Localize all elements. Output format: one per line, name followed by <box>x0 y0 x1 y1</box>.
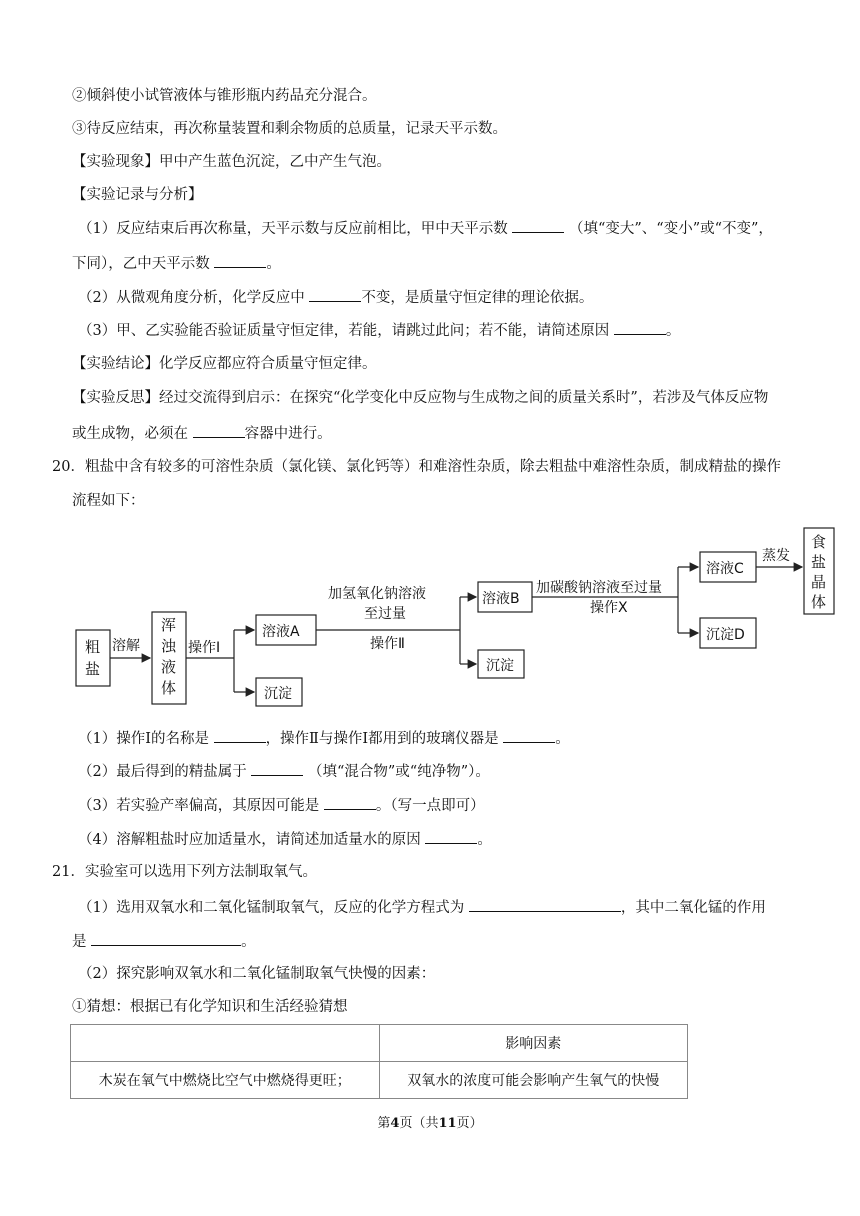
q19-record-title: 【实验记录与分析】 <box>72 187 203 203</box>
q19-part1-cont: 下同），乙中天平示数 。 <box>72 253 281 274</box>
opx-label: 操作X <box>590 600 628 616</box>
q21-part1-cont: 是 。 <box>72 931 256 952</box>
answer-blank[interactable] <box>251 761 303 776</box>
salt-crystal-char: 体 <box>811 593 827 611</box>
q19-reflection: 【实验反思】经过交流得到启示：在探究“化学变化中反应物与生成物之间的质量关系时”，若涉及气体反应物 <box>72 390 769 406</box>
add-naoh-label: 加氢氧化钠溶液 <box>328 586 426 602</box>
answer-blank[interactable] <box>214 253 266 268</box>
turbid-char: 浑 <box>161 616 177 634</box>
turbid-char: 液 <box>161 658 177 676</box>
salt-crystal-char: 晶 <box>811 573 827 591</box>
precipitate-d-label: 沉淀D <box>706 627 745 643</box>
turbid-char: 体 <box>161 679 177 697</box>
answer-blank[interactable] <box>503 728 555 743</box>
op2-label: 操作Ⅱ <box>370 636 405 652</box>
q19-step3: ③待反应结束，再次称量装置和剩余物质的总质量，记录天平示数。 <box>72 121 507 137</box>
answer-blank[interactable] <box>309 287 361 302</box>
q20-intro: 20．粗盐中含有较多的可溶性杂质（氯化镁、氯化钙等）和难溶性杂质，除去粗盐中难溶性杂质，制成精盐的操作 <box>52 459 781 475</box>
crude-salt-char: 盐 <box>85 660 101 678</box>
excess-label: 至过量 <box>364 606 406 622</box>
answer-blank[interactable] <box>214 728 266 743</box>
table-header-cell <box>71 1025 380 1062</box>
solution-c-label: 溶液C <box>706 561 744 577</box>
q21-part2: （2）探究影响双氧水和二氧化锰制取氧气快慢的因素： <box>78 966 436 982</box>
salt-crystal-char: 盐 <box>811 553 827 571</box>
answer-blank[interactable] <box>512 218 564 233</box>
page-total: 11 <box>438 1116 457 1131</box>
table-header-cell: 影响因素 <box>379 1025 688 1062</box>
solution-b-label: 溶液B <box>482 591 520 607</box>
q21-part1: （1）选用双氧水和二氧化锰制取氧气，反应的化学方程式为 ，其中二氧化锰的作用 <box>78 897 766 918</box>
salt-purification-flowchart <box>70 526 840 712</box>
q19-phenomenon: 【实验现象】甲中产生蓝色沉淀，乙中产生气泡。 <box>72 154 391 170</box>
q19-part1: （1）反应结束后再次称量，天平示数与反应前相比，甲中天平示数 （填“变大”、“变小”或“不变”， <box>78 218 773 239</box>
op1-label: 操作I <box>188 640 221 656</box>
dissolve-label: 溶解 <box>112 638 140 654</box>
table-cell: 木炭在氧气中燃烧比空气中燃烧得更旺； <box>71 1062 380 1099</box>
answer-blank[interactable] <box>469 897 621 912</box>
answer-blank[interactable] <box>193 423 245 438</box>
q19-step2: ②倾斜使小试管液体与锥形瓶内药品充分混合。 <box>72 88 377 104</box>
q19-conclusion: 【实验结论】化学反应都应符合质量守恒定律。 <box>72 356 377 372</box>
table-row <box>71 1062 688 1099</box>
table-cell: 双氧水的浓度可能会影响产生氧气的快慢 <box>379 1062 688 1099</box>
evaporate-label: 蒸发 <box>762 548 790 564</box>
answer-blank[interactable] <box>614 320 666 335</box>
salt-crystal-char: 食 <box>811 533 827 551</box>
q20-intro-cont: 流程如下： <box>72 493 145 509</box>
q20-part4: （4）溶解粗盐时应加适量水，请简述加适量水的原因 。 <box>78 829 492 850</box>
q20-part1: （1）操作Ⅰ的名称是 ，操作Ⅱ与操作Ⅰ都用到的玻璃仪器是 。 <box>78 728 570 749</box>
crude-salt-char: 粗 <box>85 638 101 656</box>
turbid-char: 浊 <box>161 637 177 655</box>
page-number: 4 <box>390 1116 400 1131</box>
q19-part2: （2）从微观角度分析，化学反应中 不变，是质量守恒定律的理论依据。 <box>78 287 593 308</box>
precipitate-label-1: 沉淀 <box>264 686 292 702</box>
answer-blank[interactable] <box>91 931 241 946</box>
add-na2co3-label: 加碳酸钠溶液至过量 <box>536 580 662 596</box>
q19-reflection-cont: 或生成物，必须在 容器中进行。 <box>72 423 332 444</box>
solution-a-label: 溶液A <box>262 624 300 640</box>
q19-part3: （3）甲、乙实验能否验证质量守恒定律，若能，请跳过此问；若不能，请简述原因 。 <box>78 320 680 341</box>
q20-part2: （2）最后得到的精盐属于 （填“混合物”或“纯净物”）。 <box>78 761 490 782</box>
precipitate-label-2: 沉淀 <box>486 658 514 674</box>
q21-guess: ①猜想：根据已有化学知识和生活经验猜想 <box>72 999 348 1015</box>
page-footer: 第4页（共11页） <box>377 1116 483 1131</box>
answer-blank[interactable] <box>324 795 376 810</box>
hypothesis-table <box>70 1024 688 1099</box>
q20-part3: （3）若实验产率偏高，其原因可能是 。（写一点即可） <box>78 795 485 816</box>
table-header-row <box>71 1025 688 1062</box>
q21-intro: 21．实验室可以选用下列方法制取氧气。 <box>52 864 317 880</box>
answer-blank[interactable] <box>425 829 477 844</box>
